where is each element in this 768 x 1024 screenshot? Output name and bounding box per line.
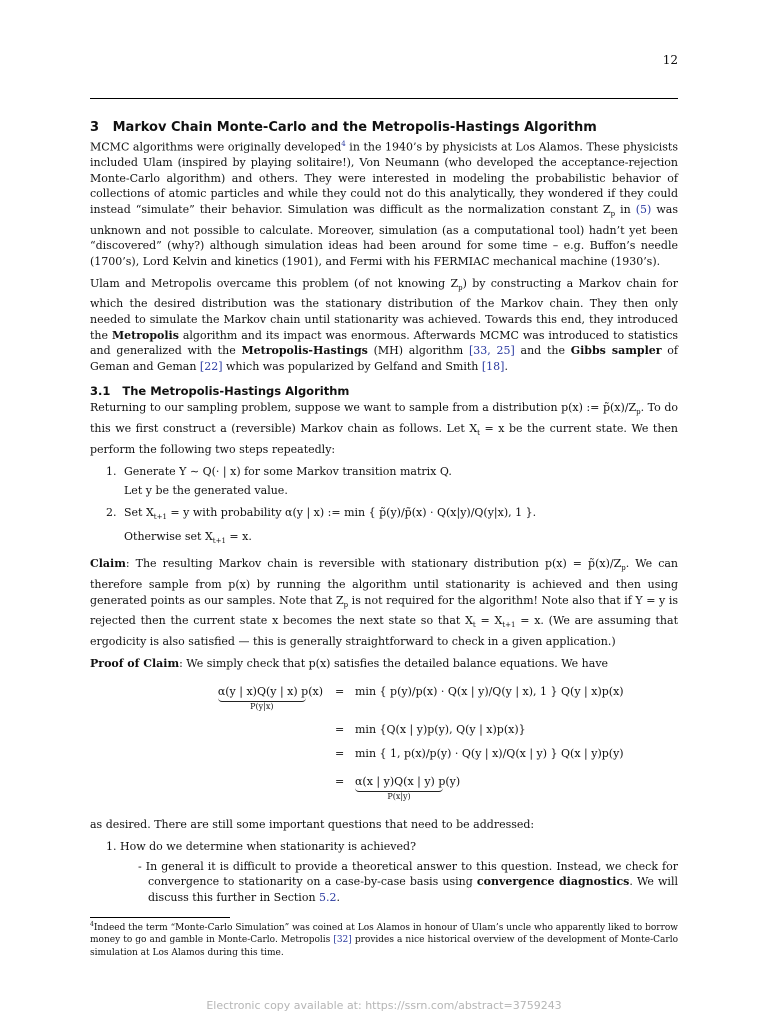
section-number: 3 <box>90 120 100 135</box>
citation-link[interactable]: [32] <box>333 935 352 946</box>
equation-row-2: = min {Q(x | y)p(y), Q(y | x)p(x)} <box>335 723 526 737</box>
ssrn-footer[interactable]: Electronic copy available at: https://ssrn.com/abstract=3759243 <box>206 999 562 1012</box>
step-2: 2. Set $X_{t+1} = y$ with probability α(y | x) := min { p̃(y)/p̃(x) · Q(x|y)/Q(y|x), 1 }. Otherwise set $X_{t+1} = x$. <box>120 505 678 551</box>
question-1-answer: - In general it is difficult to provide a theoretical answer to this question. Instead, we check for convergence to stationarity on a case-by-case basis using convergence diagnostics. We will discuss this further in Section 5.2. <box>138 859 678 904</box>
question-1: 1. How do we determine when stationarity is achieved? - In general it is difficult to provide a theoretical answer to this question. Instead, we check for convergence to stationarity on a case-by-case basis using convergence diagnostics. We will discuss this further in Section 5.2. <box>120 839 678 905</box>
equation-row-3: = min { 1, p(x)/p(y) · Q(y | x)/Q(x | y) } Q(x | y)p(y) <box>335 747 624 761</box>
footnote-rule <box>90 917 230 918</box>
citation-link[interactable]: [33, 25] <box>468 344 515 358</box>
question-list <box>90 839 678 905</box>
section-heading <box>90 120 678 135</box>
paragraph-metropolis: Ulam and Metropolis overcame this problem (of not knowing $Z_p$) by constructing a Markov chain for which the desired distribution was the stationary distribution of the Markov chain. They then only needed to simulate the Markov chain until stationarity was achieved. Towards this end, they introduced the Metropolis algorithm and its impact was enormous. Afterwards MCMC was introduced to statistics and generalized with the Metropolis-Hastings (MH) algorithm [33, 25] and the Gibbs sampler of Geman and Geman [22] which was popularized by Gelfand and Smith [18]. <box>90 276 678 373</box>
detailed-balance-equations <box>90 681 678 811</box>
page-number: 12 <box>662 53 678 67</box>
algorithm-steps <box>90 464 678 551</box>
paragraph-as-desired: as desired. There are still some important questions that need to be addressed: <box>90 818 535 832</box>
paragraph-sampling: Returning to our sampling problem, suppose we want to sample from a distribution p(x) := $p̃(x)/Z_p$. To do this we first construct a (reversible) Markov chain as follows. Let $X_t = x$ be the current state. We then perform the following two steps repeatedly: <box>90 401 678 456</box>
footnote-marker: 4 <box>341 140 346 148</box>
equation-row-4: = α(x | y)Q(x | y) p(y) P(x|y) <box>335 775 461 802</box>
paragraph-proof: Proof of Claim: We simply check that p(x) satisfies the detailed balance equations. We have <box>90 656 609 670</box>
paragraph-claim: Claim: The resulting Markov chain is reversible with stationary distribution $p(x) = p̃(x)/Z_p$. We can therefore sample from p(x) by running the algorithm until stationarity is achieved and then using generated points as our samples. Note that $Z_p$ is not required for the algorithm! Note also that if Y = y is rejected then the current state x becomes the next state so that $X_t = X_{t+1} = x$. (We are assuming that ergodicity is also satisfied — this is generally straightforward to check in a given application.) <box>90 557 678 649</box>
step-1: 1. Generate Y ∼ Q(· | x) for some Markov transition matrix Q. Let y be the generated value. <box>120 464 678 499</box>
citation-link[interactable]: [18] <box>481 359 505 373</box>
subsection-heading: 3.1 The Metropolis-Hastings Algorithm <box>90 384 350 399</box>
equation-row-1: α(y | x)Q(y | x) p(x) P(y|x) = min { p(y)/p(x) · Q(x | y)/Q(y | x), 1 } Q(y | x)p(x) <box>217 685 624 712</box>
paragraph-history: MCMC algorithms were originally developed$^4$ in the 1940’s by physicists at Los Alamos. These physicists included Ulam (inspired by playing solitaire!), Von Neumann (who developed the acceptance-rejection Monte-Carlo algorithm) and others. They were interested in modeling the probabilistic behavior of collections of atomic particles and while they could not do this analytically, they wondered if they could instead “simulate” their behavior. Simulation was difficult as the normalization constant $Z_p$ in (5) was unknown and not possible to calculate. Moreover, simulation (as a computational tool) hadn’t yet been “discovered” (why?) although simulation ideas had been around for some time – e.g. Buffon’s needle (1700’s), Lord Kelvin and kinetics (1901), and Fermi with his FERMIAC mechanical machine (1930’s). <box>90 140 678 268</box>
section-ref[interactable]: 5.2 <box>319 890 337 904</box>
equation-ref[interactable]: (5) <box>635 203 652 217</box>
header-rule <box>90 98 678 99</box>
section-title: Markov Chain Monte-Carlo and the Metropolis-Hastings Algorithm <box>112 120 597 135</box>
footnote: $^4$Indeed the term “Monte-Carlo Simulation” was coined at Los Alamos in honour of Ulam’s uncle who apparently liked to borrow money to go and gamble in Monte-Carlo. Metropolis [32] provides a nice historical overview of the development of Monte-Carlo simulation at Los Alamos during this time. <box>90 921 678 958</box>
citation-link[interactable]: [22] <box>199 359 223 373</box>
main-content <box>90 120 678 905</box>
